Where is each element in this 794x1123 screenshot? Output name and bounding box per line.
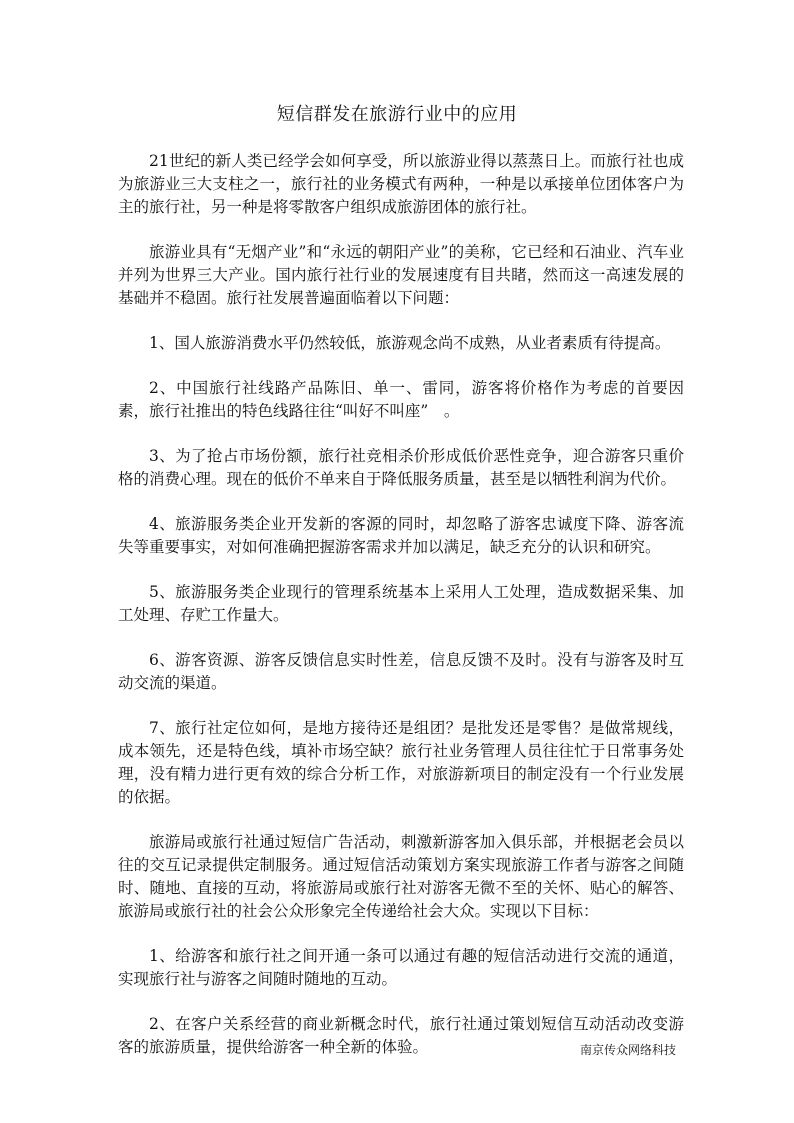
paragraph-problem-2: 2、中国旅行社线路产品陈旧、单一、雷同，游客将价格作为考虑的首要因素，旅行社推出的特色线路往往“叫好不叫座” 。	[118, 379, 684, 420]
paragraph-goal-1: 1、给游客和旅行社之间开通一条可以通过有趣的短信活动进行交流的通道，实现旅行社与游客之间随时随地的互动。	[118, 947, 684, 988]
paragraph-goal-2: 2、在客户关系经营的商业新概念时代，旅行社通过策划短信互动活动改变游客的旅游质量，提供给游客一种全新的体验。	[118, 1015, 684, 1056]
document-body	[118, 150, 684, 1081]
paragraph-industry: 旅游业具有“无烟产业”和“永远的朝阳产业”的美称，它已经和石油业、汽车业并列为世界三大产业。国内旅行社行业的发展速度有目共睹，然而这一高速发展的基础并不稳固。旅行社发展普遍面临着以下问题：	[118, 243, 684, 307]
document-title: 短信群发在旅游行业中的应用	[276, 104, 518, 125]
paragraph-problem-3: 3、为了抢占市场份额，旅行社竞相杀价形成低价恶性竞争，迎合游客只重价格的消费心理。现在的低价不单来自于降低服务质量，甚至是以牺牲利润为代价。	[118, 447, 684, 488]
paragraph-problem-1: 1、国人旅游消费水平仍然较低，旅游观念尚不成熟，从业者素质有待提高。	[149, 334, 671, 352]
paragraph-problem-4: 4、旅游服务类企业开发新的客源的同时，却忽略了游客忠诚度下降、游客流失等重要事实，对如何准确把握游客需求并加以满足，缺乏充分的认识和研究。	[118, 515, 684, 556]
paragraph-problem-6: 6、游客资源、游客反馈信息实时性差，信息反馈不及时。没有与游客及时互动交流的渠道。	[118, 651, 684, 692]
footer-company: 南京传众网络科技	[579, 1043, 676, 1057]
paragraph-intro: 21世纪的新人类已经学会如何享受，所以旅游业得以蒸蒸日上。而旅行社也成为旅游业三大支柱之一，旅行社的业务模式有两种，一种是以承接单位团体客户为主的旅行社，另一种是将零散客户组织成旅游团体的旅行社。	[118, 152, 684, 216]
paragraph-solution: 旅游局或旅行社通过短信广告活动，刺激新游客加入俱乐部，并根据老会员以往的交互记录提供定制服务。通过短信活动策划方案实现旅游工作者与游客之间随时、随地、直接的互动，将旅游局或旅行社对游客无微不至的关怀、贴心的解答、旅游局或旅行社的社会公众形象完全传递给社会大众。实现以下目标：	[118, 833, 684, 920]
paragraph-problem-5: 5、旅游服务类企业现行的管理系统基本上采用人工处理，造成数据采集、加工处理、存贮工作量大。	[118, 583, 684, 624]
paragraph-problem-7: 7、旅行社定位如何，是地方接待还是组团？是批发还是零售？是做常规线，成本领先，还是特色线，填补市场空缺？旅行社业务管理人员往往忙于日常事务处理，没有精力进行更有效的综合分析工作，对旅游新项目的制定没有一个行业发展的依据。	[118, 719, 684, 806]
